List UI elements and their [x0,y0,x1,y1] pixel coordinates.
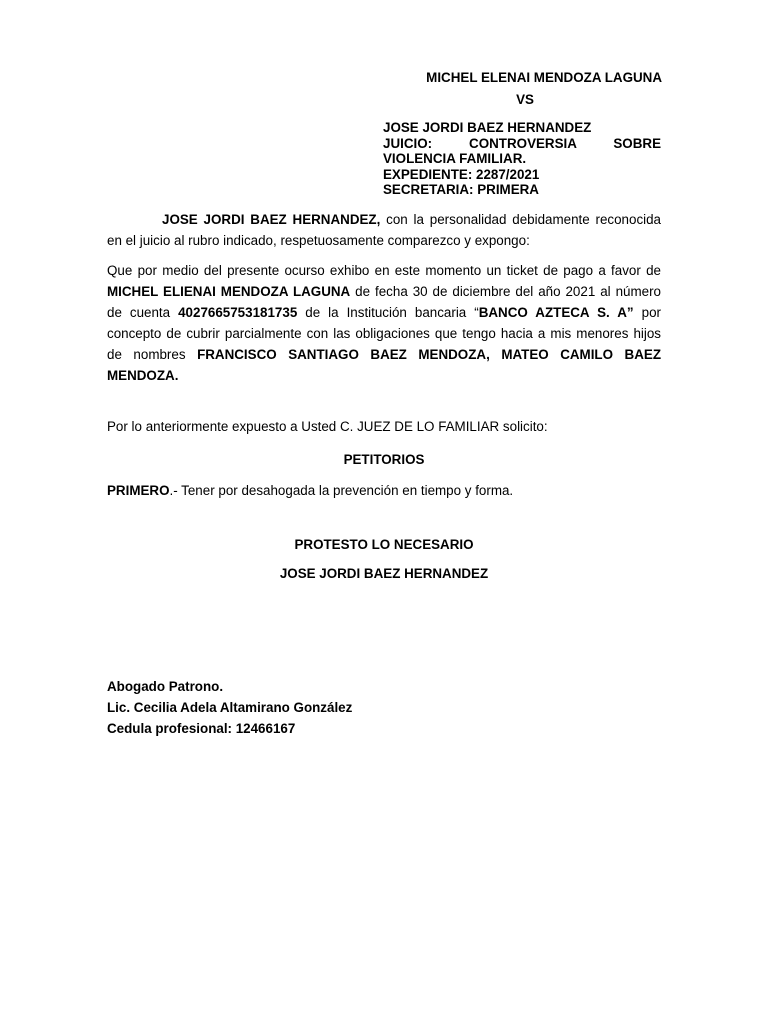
body-text-2: de fecha 30 de diciembre del año 2021 al número de cuenta [107,284,661,320]
caption-vs: VS [516,92,534,107]
caption-block [383,120,661,198]
beneficiary-name: MICHEL ELIENAI MENDOZA LAGUNA [107,284,351,299]
protesto-heading: PROTESTO LO NECESARIO [294,537,474,552]
primero-text: .- Tener por desahogada la prevención en tiempo y forma. [169,483,514,498]
request-paragraph: Por lo anteriormente expuesto a Usted C. JUEZ DE LO FAMILIAR solicito: [107,419,548,434]
intro-name: JOSE JORDI BAEZ HERNANDEZ, [162,212,381,227]
primero-paragraph [107,480,661,501]
signer-name: JOSE JORDI BAEZ HERNANDEZ [279,566,489,581]
lawyer-cedula: Cedula profesional: 12466167 [107,721,296,736]
body-paragraph [107,260,661,386]
intro-text: con la personalidad debidamente reconocida en el juicio al rubro indicado, respetuosamente comparezco y expongo: [107,212,662,248]
lawyer-role: Abogado Patrono. [107,679,224,694]
caption-party2: JOSE JORDI BAEZ HERNANDEZ [383,120,592,135]
lawyer-name: Lic. Cecilia Adela Altamirano González [107,700,353,715]
account-number: 4027665753181735 [178,305,298,320]
bank-name: BANCO AZTECA S. A” [478,305,634,320]
intro-paragraph [107,209,661,251]
children-names: FRANCISCO SANTIAGO BAEZ MENDOZA, MATEO CAMILO BAEZ MENDOZA. [107,347,662,383]
caption-secretaria: SECRETARIA: PRIMERA [383,182,539,197]
lawyer-block [107,676,507,739]
caption-juicio-line2: VIOLENCIA FAMILIAR. [383,151,527,166]
caption-expediente: EXPEDIENTE: 2287/2021 [383,166,540,182]
body-text-1: Que por medio del presente ocurso exhibo en este momento un ticket de pago a favor de [107,263,661,278]
caption-juicio-line1: JUICIO: CONTROVERSIA SOBRE [383,135,661,151]
primero-label: PRIMERO [107,483,170,498]
petitorios-heading: PETITORIOS [343,452,425,467]
body-text-3: de la Institución bancaria “ [297,305,479,320]
caption-party1: MICHEL ELENAI MENDOZA LAGUNA [426,70,662,85]
body-text-4: por concepto de cubrir parcialmente con las obligaciones que tengo hacia a mis menores hijos de nombres [107,305,661,362]
